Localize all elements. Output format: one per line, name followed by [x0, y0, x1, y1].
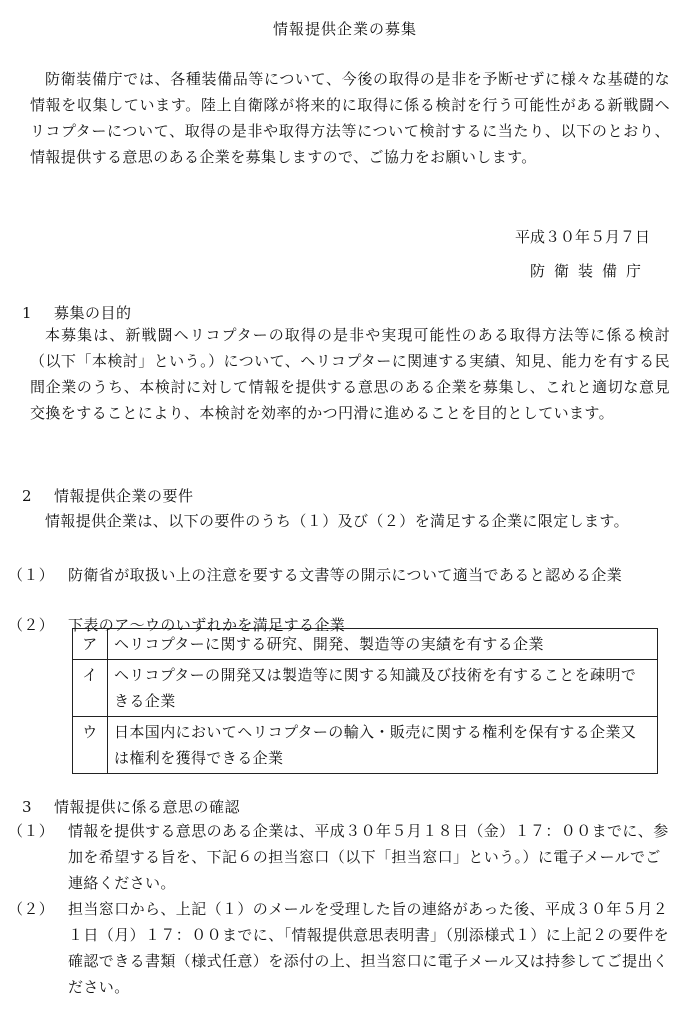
table-cell-text: ヘリコプターに関する研究、開発、製造等の実績を有する企業 [108, 629, 658, 660]
intro-paragraph: 防衛装備庁では、各種装備品等について、今後の取得の是非を予断せずに様々な基礎的な情報を収集しています。陸上自衛隊が将来的に取得に係る検討を行う可能性がある新戦闘ヘリコプターについて、取得の是非や取得方法等について検討するに当たり、以下のとおり、情報提供する意思のある企業を募集しますので、ご協力をお願いします。 [30, 70, 670, 166]
section3-item1 [8, 818, 670, 896]
section2-title: 情報提供企業の要件 [54, 487, 194, 505]
section3-item1-label: （１） [8, 822, 55, 840]
section2-number: 2 [22, 487, 33, 505]
section1-body: 本募集は、新戦闘ヘリコプターの取得の是非や実現可能性のある取得方法等に係る検討（以下「本検討」という。）について、ヘリコプターに関連する実績、知見、能力を有する民間企業のうち、本検討に対して情報を提供する意思のある企業を募集し、これと適切な意見交換をすることにより、本検討を効率的かつ円滑に進めることを目的としています。 [30, 326, 670, 422]
section3-heading [22, 796, 240, 817]
section2-body: 情報提供企業は、以下の要件のうち（１）及び（２）を満足する企業に限定します。 [45, 512, 630, 530]
table-cell-text: ヘリコプターの開発又は製造等に関する知識及び技術を有することを疎明できる企業 [108, 660, 658, 717]
section2-item1-label: （１） [8, 566, 55, 584]
section2-item2-text: 下表のア～ウのいずれかを満足する企業 [68, 616, 346, 634]
section3-number: 3 [22, 798, 33, 816]
table-cell-key: イ [73, 660, 108, 717]
section2-item1 [8, 562, 670, 588]
table-cell-key: ウ [73, 717, 108, 774]
date-block [515, 220, 650, 288]
section3-item2-label: （２） [8, 900, 55, 918]
issuing-organization: 防衛装備庁 [529, 262, 650, 280]
section3-title: 情報提供に係る意思の確認 [54, 798, 241, 816]
section3-item2-text: 担当窓口から、上記（１）のメールを受理した旨の連絡があった後、平成３０年５月２１日（月）１７：００までに、「情報提供意思表明書」（別添様式１）に上記２の要件を確認できる書類（様式任意）を添付の上、担当窓口に電子メール又は持参してご提出ください。 [68, 900, 670, 996]
issue-date: 平成３０年５月７日 [514, 228, 650, 246]
section1-number: 1 [22, 304, 33, 322]
section1-heading [22, 302, 132, 323]
table-row [73, 629, 658, 660]
table-cell-key: ア [73, 629, 108, 660]
section2-heading [22, 485, 194, 506]
section1-title: 募集の目的 [54, 304, 132, 322]
requirements-table [72, 628, 658, 774]
document-title: 情報提供企業の募集 [272, 20, 417, 38]
section2-item1-text: 防衛省が取扱い上の注意を要する文書等の開示について適当であると認める企業 [68, 566, 623, 584]
table-row [73, 717, 658, 774]
section3-item1-text: 情報を提供する意思のある企業は、平成３０年５月１８日（金）１７：００までに、参加を希望する旨を、下記６の担当窓口（以下「担当窓口」という。）に電子メールでご連絡ください。 [68, 822, 669, 892]
section2-item2-label: （２） [8, 616, 55, 634]
table-cell-text: 日本国内においてヘリコプターの輸入・販売に関する権利を保有する企業又は権利を獲得できる企業 [108, 717, 658, 774]
section3-item2 [8, 896, 670, 1000]
table-row [73, 660, 658, 717]
